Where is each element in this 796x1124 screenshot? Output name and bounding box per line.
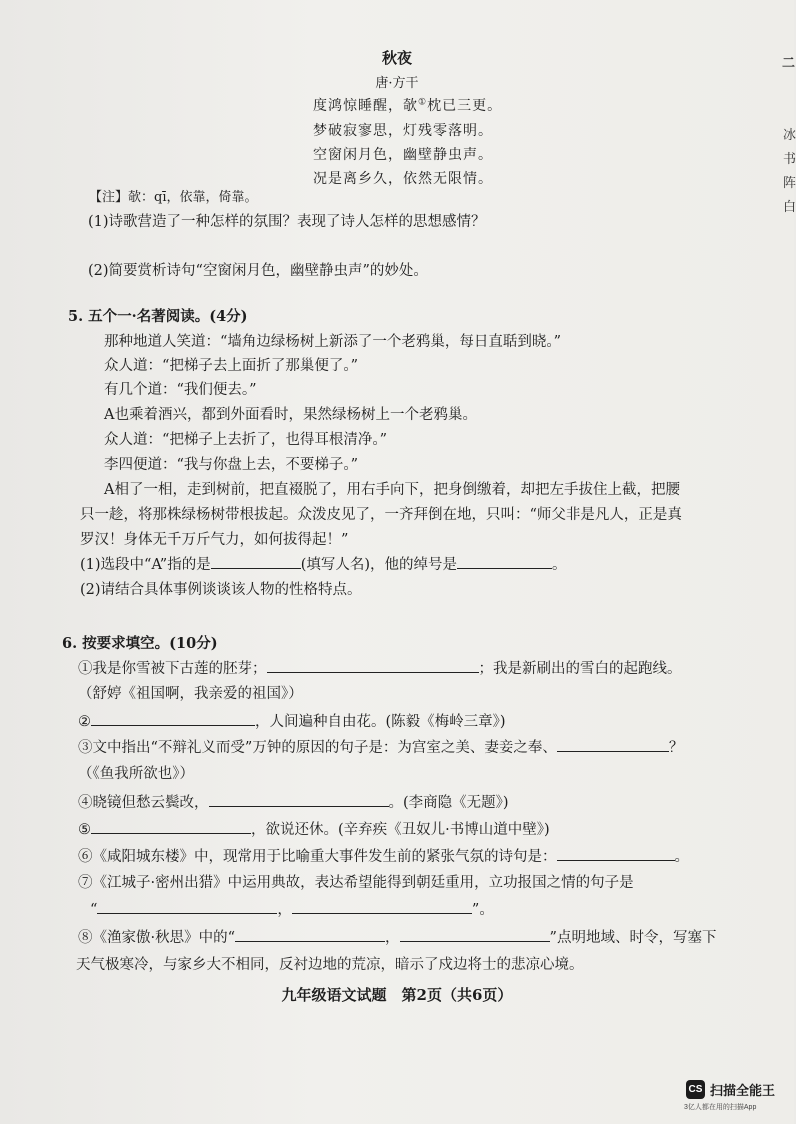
poem-line-1-text: 度鸿惊睡醒，欹 [313,98,418,114]
q5-sub2: (2)请结合具体事例谈谈该人物的性格特点。 [80,582,362,598]
camscanner-tagline: 3亿人都在用的扫描App [684,1104,757,1111]
q6-item-8-comma: ， [385,930,400,946]
q4-sub1: (1)诗歌营造了一种怎样的氛围？表现了诗人怎样的思想感情？ [88,214,486,230]
q5-passage-3: 有几个道：“我们便去。” [104,382,257,398]
q6-item-7-answer [90,898,494,919]
q6-item-8-blank-2[interactable] [400,927,550,942]
q4-sub2: (2)简要赏析诗句“空窗闲月色，幽壁静虫声”的妙处。 [88,263,428,279]
edge-char-3: 书 [783,152,796,167]
q5-sub1-text-a: (1)选段中“A”指的是 [80,557,211,573]
q6-item-7-blank-1[interactable] [97,899,277,914]
q5-sub1 [80,553,567,574]
q6-item-2-text-a: ② [78,714,91,730]
q5-nickname-blank[interactable] [457,554,552,569]
q6-item-7-open-quote: “ [90,902,98,918]
poem-line-1-rest: 枕已三更。 [427,98,503,114]
q6-item-8-text-b: ”点明地域、时令，写塞下 [549,930,717,946]
q6-item-5 [78,818,550,839]
q6-item-8-text-a: ⑧《渔家傲·秋思》中的“ [78,930,236,946]
q6-item-3-blank[interactable] [557,737,669,752]
q6-item-4 [78,791,509,812]
q6-item-5-text-b: ，欲说还休。(辛弃疾《丑奴儿·书博山道中壁》) [251,822,550,838]
poem-line-1 [313,95,502,115]
q6-item-2-blank[interactable] [91,711,255,726]
q5-passage-8: 只一趁，将那株绿杨树带根拔起。众泼皮见了，一齐拜倒在地，只叫：“师父非是凡人，正是真 [80,507,682,523]
q6-item-5-text-a: ⑤ [78,822,91,838]
q6-item-5-blank[interactable] [91,819,251,834]
q6-item-1-text-b: ；我是新刷出的雪白的起跑线。 [478,661,682,677]
q6-item-1 [78,657,682,678]
q6-item-3-text-a: ③文中指出“不辩礼义而受”万钟的原因的句子是：为宫室之美、妻妾之奉、 [78,740,557,756]
q6-item-1-text-a: ①我是你雪被下古莲的胚芽； [78,661,267,677]
q6-item-7-blank-2[interactable] [292,899,472,914]
q6-item-8-blank-1[interactable] [235,927,385,942]
q6-item-8 [78,926,716,947]
q6-item-6-text-a: ⑥《咸阳城东楼》中，现常用于比喻重大事件发生前的紧张气氛的诗句是： [78,849,557,865]
q5-passage-4: A也乘着酒兴，都到外面看时，果然绿杨树上一个老鸦巢。 [104,407,477,423]
poem-line-2: 梦破寂寥思，灯残零落明。 [313,123,493,139]
page-footer: 九年级语文试题 第2页（共6页） [281,986,513,1004]
q6-item-4-text-b: 。(李商隐《无题》) [388,795,509,811]
q6-item-4-text-a: ④晓镜但愁云鬓改， [78,795,209,811]
q6-item-6 [78,845,689,866]
q6-item-3 [78,736,683,757]
q5-passage-6: 李四便道：“我与你盘上去，不要梯子。” [104,457,359,473]
poem-line-3: 空窗闲月色，幽壁静虫声。 [313,147,493,163]
q6-item-8-cont: 天气极寒冷，与家乡大不相同，反衬边地的荒凉，暗示了戍边将士的悲凉心境。 [76,957,584,973]
q6-item-3-text-b: ？ [668,740,684,756]
q5-passage-2: 众人道：“把梯子去上面折了那巢便了。” [104,358,359,374]
q5-passage-9: 罗汉！身体无千万斤气力，如何拔得起！” [80,532,349,548]
q6-item-2-text-b: ，人间遍种自由花。(陈毅《梅岭三章》) [255,714,506,730]
edge-char-1: 二 [782,56,796,71]
q6-item-1-blank[interactable] [267,658,479,673]
q6-item-7: ⑦《江城子·密州出猎》中运用典故，表达希望能得到朝廷重用，立功报国之情的句子是 [78,875,634,891]
q6-item-2 [78,710,506,731]
camscanner-name: 扫描全能王 [710,1083,776,1098]
edge-char-4: 阵 [783,176,796,191]
q6-item-6-text-b: 。 [674,849,689,865]
q6-item-6-blank[interactable] [557,846,675,861]
q6-item-1-source: （舒婷《祖国啊，我亲爱的祖国》） [78,686,303,702]
poem-note: 【注】欹：qī，依靠，倚靠。 [89,190,258,205]
q5-passage-7: A相了一相，走到树前，把直裰脱了，用右手向下，把身倒缴着，却把左手拔住上截，把腰 [104,482,680,498]
edge-char-5: 白 [783,200,796,215]
poem-line-4: 况是离乡久，依然无限情。 [313,171,493,187]
q6-item-3-source: （《鱼我所欲也》） [78,766,194,782]
q5-heading: 5. 五个一·名著阅读。(4分) [68,308,248,325]
q6-item-7-close-quote: ”。 [471,902,494,918]
q5-sub1-text-c: 。 [552,557,567,573]
q5-sub1-text-b: (填写人名)，他的绰号是 [300,557,458,573]
q5-name-blank[interactable] [211,554,301,569]
q6-item-4-blank[interactable] [209,792,389,807]
edge-char-2: 冰 [783,128,796,143]
q6-item-7-comma: ， [277,902,292,918]
footnote-marker: ① [418,97,428,108]
poem-author: 唐·方干 [375,76,419,91]
q5-passage-1: 那种地道人笑道：“墙角边绿杨树上新添了一个老鸦巢，每日直聒到晓。” [104,334,562,350]
q6-heading: 6. 按要求填空。(10分) [62,635,218,652]
camscanner-logo-icon: CS [686,1080,705,1099]
q5-passage-5: 众人道：“把梯子上去折了，也得耳根清净。” [104,432,388,448]
poem-title: 秋夜 [381,49,412,67]
